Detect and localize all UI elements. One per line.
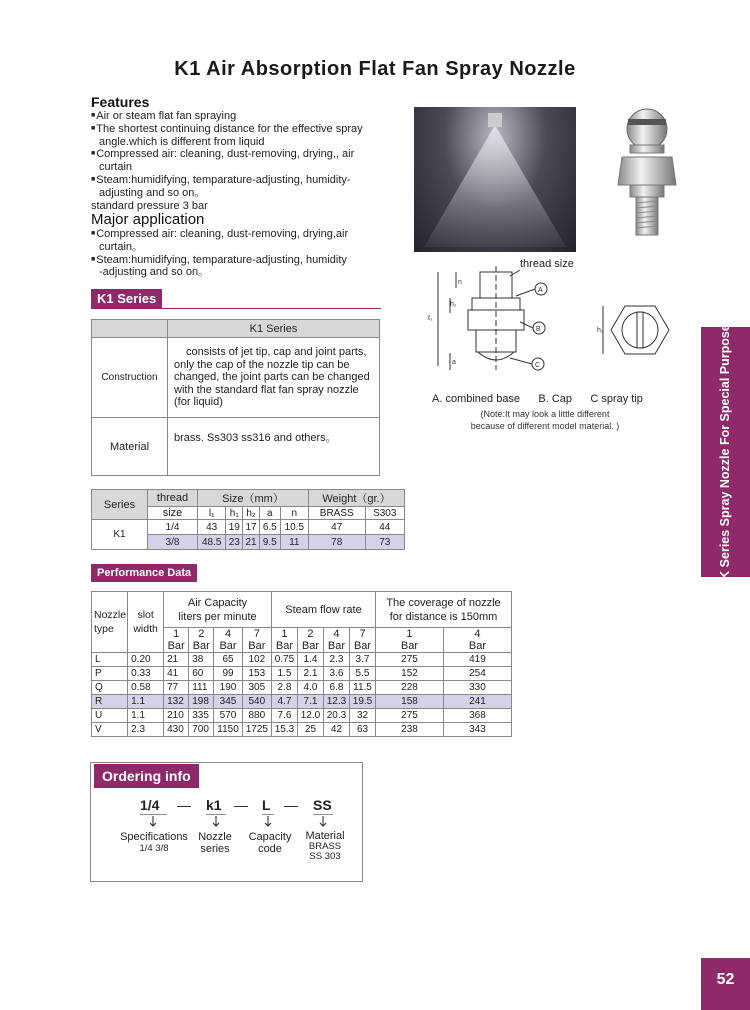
dims-cell: 17 — [243, 520, 260, 535]
perf-cell: 228 — [376, 681, 444, 695]
bar-unit: Bar — [167, 640, 185, 652]
perf-cell: 65 — [214, 653, 242, 667]
nozzle-illustration — [612, 107, 682, 242]
perf-cell: 15.3 — [271, 723, 297, 737]
perf-cell: 238 — [376, 723, 444, 737]
perf-cell: 700 — [189, 723, 214, 737]
dims-cell: 10.5 — [280, 520, 308, 535]
perf-cell: 275 — [376, 709, 444, 723]
perf-cell: 42 — [323, 723, 349, 737]
perf-bar-header — [323, 628, 349, 653]
note-line-1: (Note:It may look a little different — [480, 409, 610, 419]
perf-bar-header — [242, 628, 271, 653]
order-dash: — — [234, 797, 248, 813]
perf-cell: 3.7 — [350, 653, 376, 667]
bar-unit: Bar — [353, 640, 372, 652]
feature-item: curtain — [99, 161, 133, 174]
bar-value: 2 — [198, 628, 205, 640]
perf-row — [92, 667, 512, 681]
bar-unit: Bar — [275, 640, 294, 652]
perf-cell: 4.7 — [271, 695, 297, 709]
order-label-title: Capacity — [248, 831, 292, 843]
bar-unit: Bar — [248, 640, 266, 652]
major-item: -adjusting and so on。 — [99, 266, 210, 279]
order-underlines — [140, 814, 340, 828]
spray-cone-graphic — [414, 107, 576, 252]
bar-unit: Bar — [468, 640, 487, 652]
perf-cell: 419 — [443, 653, 511, 667]
slot-width-line: width — [133, 623, 158, 635]
k1-table-header-blank — [92, 320, 168, 338]
perf-bar-header — [214, 628, 242, 653]
perf-cell: 880 — [242, 709, 271, 723]
major-item: ■ Compressed air: cleaning, dust-removing, drying,air — [91, 228, 401, 241]
dims-col: BRASS — [308, 507, 365, 520]
performance-table — [91, 591, 512, 737]
perf-air-capacity-header — [164, 592, 272, 628]
perf-cell: 1.1 — [128, 709, 164, 723]
hex-nut-icon — [597, 300, 677, 360]
diagram-legend: A. combined base B. Cap C spray tip — [432, 393, 643, 405]
perf-cell: 4.0 — [297, 681, 323, 695]
bar-unit: Bar — [192, 640, 210, 652]
page-title: K1 Air Absorption Flat Fan Spray Nozzle — [174, 58, 576, 80]
nozzle-type-line: Nozzle — [94, 609, 127, 621]
major-item: curtain。 — [99, 240, 144, 253]
feature-item: angle.which is different from liquid — [99, 135, 265, 148]
dim-a: a — [452, 359, 456, 366]
major-item: ■ Steam:humidifying, temparature-adjusting, humidity — [91, 254, 401, 267]
dims-col: n — [280, 507, 308, 520]
feature-item: ■ Steam:humidifying, temparature-adjusting, humidity- — [91, 174, 401, 187]
perf-cell: 20.3 — [323, 709, 349, 723]
perf-cell: 2.3 — [323, 653, 349, 667]
perf-cell: 111 — [189, 681, 214, 695]
label-c: C — [535, 362, 541, 369]
features-list — [91, 110, 401, 212]
dims-cell: 23 — [226, 535, 243, 550]
perf-cell: 1.4 — [297, 653, 323, 667]
nozzle-icon — [612, 107, 682, 242]
feature-item: ■ Air or steam flat fan spraying — [91, 110, 401, 123]
perf-cell: 0.75 — [271, 653, 297, 667]
perf-cell: 38 — [189, 653, 214, 667]
note-line-2: because of different model material. ) — [470, 421, 620, 431]
order-dash: — — [284, 797, 298, 813]
perf-cell: 12.3 — [323, 695, 349, 709]
perf-cell: 330 — [443, 681, 511, 695]
perf-steam-header: Steam flow rate — [271, 592, 375, 628]
perf-cell: 1.1 — [128, 695, 164, 709]
bar-value: 2 — [307, 628, 314, 640]
perf-cell: 60 — [189, 667, 214, 681]
perf-cell: 570 — [214, 709, 242, 723]
perf-cell: 7.6 — [271, 709, 297, 723]
perf-cell: 2.8 — [271, 681, 297, 695]
perf-cell: 19.5 — [350, 695, 376, 709]
order-label-sub: 1/4 3/8 — [139, 843, 169, 854]
perf-cell: 1.5 — [271, 667, 297, 681]
dims-col: S303 — [365, 507, 405, 520]
bar-value: 1 — [173, 628, 180, 640]
cross-section-diagram — [420, 258, 590, 383]
dims-cell: 11 — [280, 535, 308, 550]
label-a: A — [538, 287, 543, 294]
k1-series-tag: K1 Series — [91, 289, 162, 309]
dims-weight-header: Weight（gr.） — [308, 490, 404, 507]
dims-col: a — [259, 507, 280, 520]
order-label-material — [298, 831, 352, 862]
dims-col: h₂ — [243, 507, 260, 520]
performance-data-tag: Performance Data — [91, 564, 197, 582]
dims-cell: 9.5 — [259, 535, 280, 550]
perf-cell: 158 — [376, 695, 444, 709]
perf-cell: 153 — [242, 667, 271, 681]
perf-row — [92, 723, 512, 737]
perf-cell: 345 — [214, 695, 242, 709]
perf-bar-header — [189, 628, 214, 653]
perf-cell: 63 — [350, 723, 376, 737]
perf-bar-header — [376, 628, 444, 653]
order-label-series — [194, 831, 236, 855]
perf-body — [92, 653, 512, 737]
dims-series-header: Series — [92, 490, 148, 520]
feature-item: ■ Compressed air: cleaning, dust-removing, drying,, air — [91, 148, 401, 161]
perf-cell: 343 — [443, 723, 511, 737]
perf-cell: 32 — [350, 709, 376, 723]
dim-l1: ℓ₁ — [428, 315, 433, 322]
dims-cell: 43 — [198, 520, 226, 535]
perf-cell: 132 — [164, 695, 189, 709]
dims-thread-header: thread — [148, 490, 198, 507]
order-code-spec: 1/4 — [140, 797, 160, 813]
bar-unit: Bar — [400, 640, 419, 652]
bar-unit: Bar — [301, 640, 320, 652]
dims-col: h₁ — [226, 507, 243, 520]
order-label-title: Material — [305, 830, 345, 842]
construction-label: Construction — [92, 338, 168, 418]
coverage-line: The coverage of nozzle — [386, 596, 501, 609]
bar-unit: Bar — [327, 640, 346, 652]
perf-cell: 540 — [242, 695, 271, 709]
perf-cell: 12.0 — [297, 709, 323, 723]
dim-n: n — [458, 279, 462, 286]
hex-top-view — [597, 300, 677, 360]
technical-drawing — [420, 258, 590, 383]
bar-value: 7 — [359, 628, 366, 640]
features-heading: Features — [91, 94, 150, 110]
dims-cell: 19 — [226, 520, 243, 535]
construction-text: consists of jet tip, cap and joint parts, only the cap of the nozzle tip can be changed, the joint parts can be changed with the standard flat fan spray nozzle (for liquid) — [168, 338, 380, 418]
perf-cell: 335 — [189, 709, 214, 723]
air-cap-line: Air Capacity — [187, 596, 248, 609]
perf-cell: 305 — [242, 681, 271, 695]
perf-cell: 0.33 — [128, 667, 164, 681]
dims-cell: 3/8 — [148, 535, 198, 550]
side-category-text: K Series Spray Nozzle For Special Purpose — [718, 324, 732, 580]
air-cap-line: liters per minute — [178, 610, 257, 623]
perf-row — [92, 709, 512, 723]
perf-cell: 1150 — [214, 723, 242, 737]
ordering-info-tag: Ordering info — [94, 764, 199, 788]
perf-nozzle-type-header — [92, 592, 128, 653]
perf-cell: U — [92, 709, 128, 723]
dims-cell: 6.5 — [259, 520, 280, 535]
perf-row — [92, 681, 512, 695]
feature-item: standard pressure 3 bar — [91, 199, 208, 212]
bar-value: 4 — [474, 628, 481, 640]
dims-cell: 78 — [308, 535, 365, 550]
order-label-sub: code — [258, 843, 282, 855]
bar-unit: Bar — [219, 640, 237, 652]
feature-item: adjusting and so on。 — [99, 186, 206, 199]
perf-bar-header — [350, 628, 376, 653]
perf-row — [92, 653, 512, 667]
dims-cell: 48.5 — [198, 535, 226, 550]
spray-photo — [414, 107, 576, 252]
dim-h1: h₁ — [450, 301, 457, 308]
dims-size-label: size — [148, 507, 198, 520]
coverage-line: for distance is 150mm — [389, 610, 498, 623]
dims-cell: 21 — [243, 535, 260, 550]
perf-coverage-header — [376, 592, 512, 628]
order-label-capacity — [242, 831, 298, 855]
perf-cell: 430 — [164, 723, 189, 737]
perf-cell: 254 — [443, 667, 511, 681]
bar-value: 4 — [333, 628, 340, 640]
feature-item: ■ The shortest continuing distance for the effective spray — [91, 123, 401, 136]
dims-cell: 1/4 — [148, 520, 198, 535]
perf-cell: 6.8 — [323, 681, 349, 695]
perf-cell: 7.1 — [297, 695, 323, 709]
perf-bar-header — [164, 628, 189, 653]
perf-cell: 0.58 — [128, 681, 164, 695]
perf-cell: 241 — [443, 695, 511, 709]
bar-value: 1 — [281, 628, 288, 640]
k1-series-rule — [91, 308, 381, 309]
slot-width-line: slot — [137, 609, 154, 621]
order-dash: — — [177, 797, 191, 813]
dims-size-header: Size（mm） — [198, 490, 309, 507]
perf-cell: 11.5 — [350, 681, 376, 695]
perf-cell: 1725 — [242, 723, 271, 737]
perf-cell: L — [92, 653, 128, 667]
perf-cell: 0.20 — [128, 653, 164, 667]
dimensions-table — [91, 489, 405, 550]
page-number: 52 — [701, 958, 750, 1010]
bar-value: 7 — [253, 628, 260, 640]
major-heading: Major application — [91, 211, 205, 228]
perf-cell: 3.6 — [323, 667, 349, 681]
perf-cell: 102 — [242, 653, 271, 667]
perf-bar-header — [443, 628, 511, 653]
perf-cell: 152 — [376, 667, 444, 681]
k1-series-table — [91, 319, 380, 476]
nozzle-type-line: type — [94, 623, 114, 635]
material-label: Material — [92, 418, 168, 476]
perf-cell: P — [92, 667, 128, 681]
dim-h2: h₂ — [597, 327, 604, 334]
bar-value: 4 — [224, 628, 232, 640]
dims-col: l₁ — [198, 507, 226, 520]
perf-bar-header — [271, 628, 297, 653]
bar-value: 1 — [406, 628, 413, 640]
perf-cell: V — [92, 723, 128, 737]
order-label-title: Specifications — [120, 831, 188, 843]
label-b: B — [536, 326, 541, 333]
order-code-capacity: L — [262, 797, 271, 813]
perf-cell: 2.1 — [297, 667, 323, 681]
perf-cell: 198 — [189, 695, 214, 709]
perf-cell: 275 — [376, 653, 444, 667]
side-category-label — [705, 324, 745, 580]
perf-cell: 368 — [443, 709, 511, 723]
order-code-material: SS — [313, 797, 332, 813]
perf-cell: 99 — [214, 667, 242, 681]
perf-cell: 5.5 — [350, 667, 376, 681]
perf-cell: 25 — [297, 723, 323, 737]
material-text: brass. Ss303 ss316 and others。 — [168, 418, 380, 476]
order-label-sub: BRASS SS 303 — [308, 841, 342, 862]
perf-row — [92, 695, 512, 709]
thread-size-label: thread size — [520, 258, 574, 270]
perf-cell: 2.3 — [128, 723, 164, 737]
order-label-spec — [112, 831, 196, 855]
perf-bar-header — [297, 628, 323, 653]
perf-cell: 77 — [164, 681, 189, 695]
order-label-sub: series — [200, 843, 230, 855]
dims-cell: 73 — [365, 535, 405, 550]
dims-cell: 44 — [365, 520, 405, 535]
perf-slot-width-header — [128, 592, 164, 653]
order-label-title: Nozzle — [198, 831, 232, 843]
perf-cell: R — [92, 695, 128, 709]
dims-series-name: K1 — [92, 520, 148, 550]
diagram-note — [440, 408, 650, 432]
perf-cell: 210 — [164, 709, 189, 723]
perf-cell: 190 — [214, 681, 242, 695]
perf-cell: 41 — [164, 667, 189, 681]
perf-cell: Q — [92, 681, 128, 695]
order-code-series: k1 — [206, 797, 222, 813]
major-list — [91, 228, 401, 279]
dims-cell: 47 — [308, 520, 365, 535]
perf-cell: 21 — [164, 653, 189, 667]
k1-table-header: K1 Series — [168, 320, 380, 338]
order-arrows — [140, 814, 340, 828]
